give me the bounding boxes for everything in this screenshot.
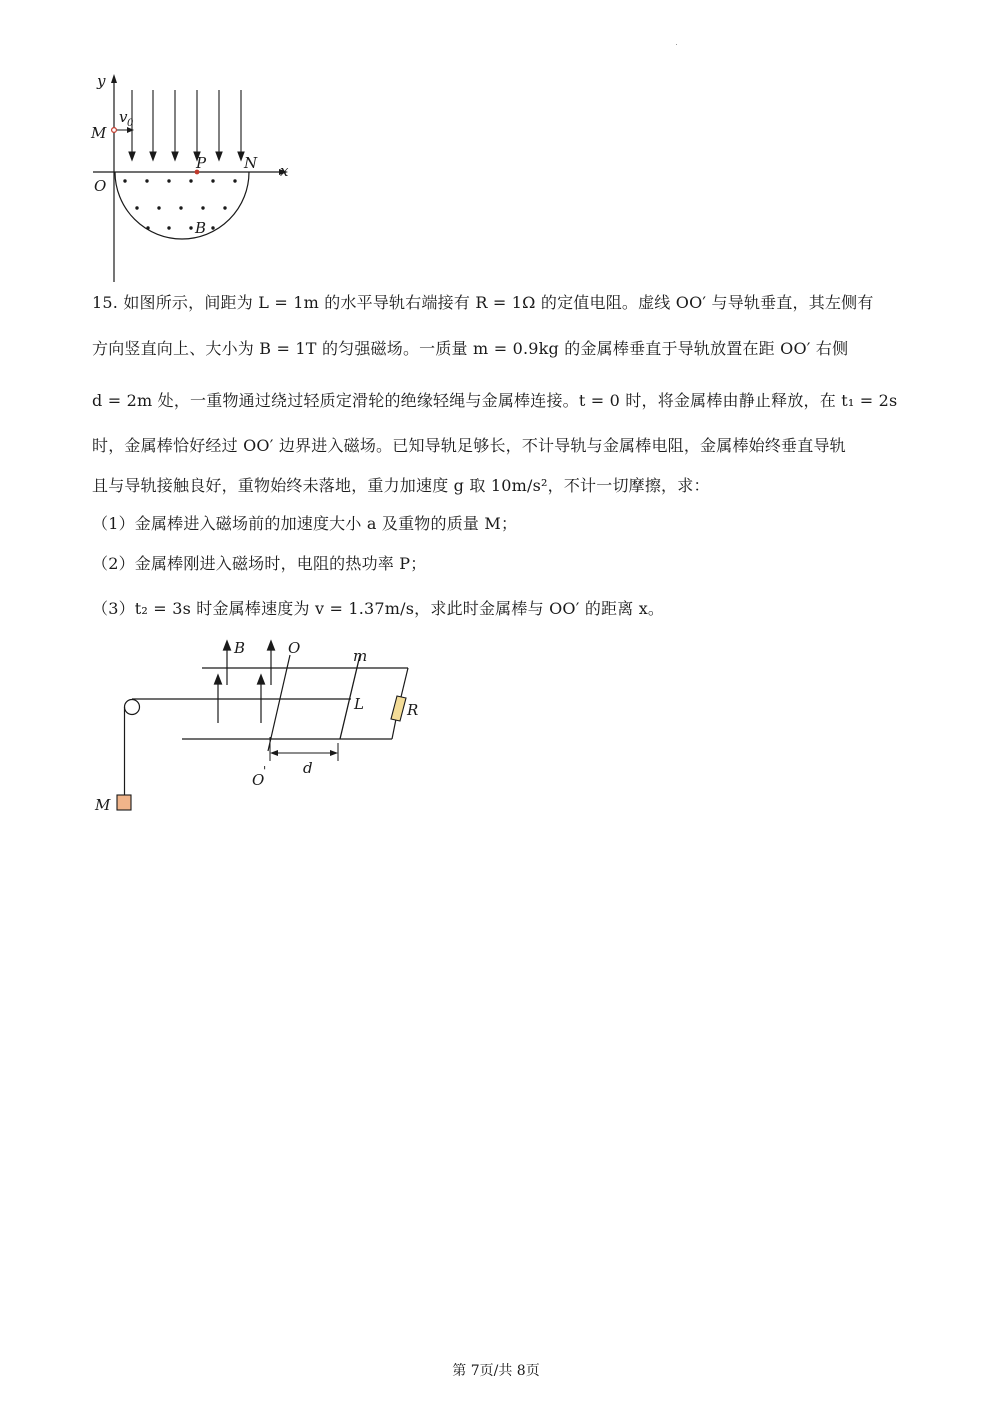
- label-n: N: [244, 154, 258, 172]
- question-2: （2）金属棒刚进入磁场时，电阻的热功率 P；: [92, 554, 427, 573]
- point-m: [112, 128, 117, 133]
- label-mass-m: M: [95, 796, 111, 814]
- problem-line-3: d = 2m 处，一重物通过绕过轻质定滑轮的绝缘轻绳与金属棒连接。t = 0 时，将金属棒由静止释放，在 t₁ = 2s: [92, 391, 898, 410]
- label-r: R: [407, 701, 419, 719]
- problem-line-1: 15. 如图所示，间距为 L = 1m 的水平导轨右端接有 R = 1Ω 的定值电阻。虚线 OO′ 与导轨垂直，其左侧有: [92, 293, 874, 312]
- label-origin: O: [94, 177, 107, 195]
- pulley-icon: [125, 700, 140, 715]
- weight-block-icon: [117, 795, 131, 810]
- problem-line-2: 方向竖直向上、大小为 B = 1T 的匀强磁场。一质量 m = 0.9kg 的金属棒垂直于导轨放置在距 OO′ 右侧: [92, 339, 849, 358]
- label-x: x: [280, 162, 289, 180]
- label-v0: v: [119, 108, 128, 126]
- label-y: y: [97, 72, 106, 90]
- question-3: （3）t₂ = 3s 时金属棒速度为 v = 1.37m/s，求此时金属棒与 OO′ 的距离 x。: [92, 599, 665, 618]
- label-m-rod: m: [353, 647, 368, 665]
- label-v0-sub: 0: [127, 118, 134, 129]
- label-l: L: [354, 695, 364, 713]
- label-o: O: [288, 639, 301, 657]
- question-1: （1）金属棒进入磁场前的加速度大小 a 及重物的质量 M；: [92, 514, 518, 533]
- figure-magnetic-semicircle: [85, 70, 300, 285]
- figure-rail-pulley: [92, 633, 432, 818]
- label-d: d: [303, 759, 313, 777]
- label-o-prime: O: [252, 771, 265, 789]
- label-b: B: [234, 639, 246, 657]
- problem-line-4: 时，金属棒恰好经过 OO′ 边界进入磁场。已知导轨足够长，不计导轨与金属棒电阻，金属棒始终垂直导轨: [92, 436, 846, 455]
- label-b: B: [195, 219, 207, 237]
- speck: [676, 44, 677, 45]
- problem-line-5: 且与导轨接触良好，重物始终未落地，重力加速度 g 取 10m/s²，不计一切摩擦，求：: [92, 476, 710, 495]
- label-m: M: [91, 124, 107, 142]
- page-footer: 第 7页/共 8页: [452, 1363, 540, 1379]
- resistor-icon: [391, 696, 406, 721]
- label-prime: ': [263, 764, 267, 778]
- label-p: P: [196, 154, 207, 172]
